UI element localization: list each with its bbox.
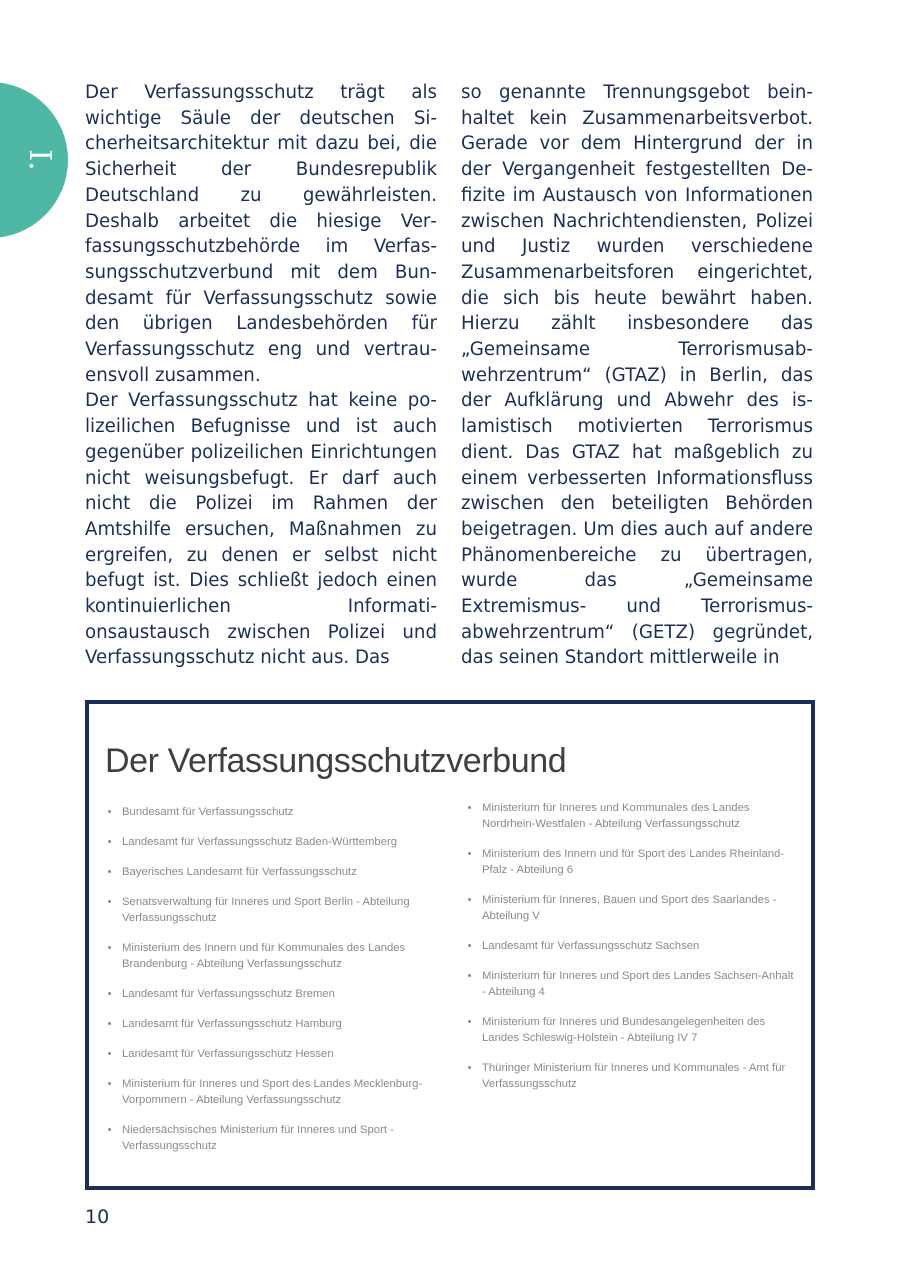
list-item: Ministerium des Innern und für Kommunales des Landes Brandenburg - Abteilung Verfassungsschutz: [105, 940, 455, 972]
infobox-title: Der Verfassungsschutzverbund: [105, 742, 567, 780]
list-item: Ministerium für Inneres und Sport des Landes Sachsen-Anhalt - Abteilung 4: [465, 968, 800, 1000]
list-item: Bayerisches Landesamt für Verfassungsschutz: [105, 864, 455, 880]
list-item: Landesamt für Verfassungsschutz Hamburg: [105, 1016, 455, 1032]
paragraph: Der Verfassungsschutz trägt als wichtige Säule der deutschen Sicherheitsarchitektur mit dazu bei, die Sicherheit der Bundesrepublik Deutschland zu gewährleisten. Deshalb arbeitet die hiesige Verfassungsschutzbehörde im Verfassungsschutzverbund mit dem Bundesamt für Verfassungsschutz sowie den übrigen Landesbehörden für Verfassungsschutz eng und vertrauensvoll zusammen.: [85, 82, 437, 386]
list-item: Bundesamt für Verfassungsschutz: [105, 804, 455, 820]
text-column-left: [85, 80, 437, 671]
body-text: [85, 80, 813, 671]
list-item: Landesamt für Verfassungsschutz Baden-Württemberg: [105, 834, 455, 850]
list-item: Ministerium des Innern und für Sport des Landes Rheinland-Pfalz - Abteilung 6: [465, 846, 800, 878]
page-number: 10: [85, 1206, 110, 1228]
authority-list-left: [105, 804, 455, 1168]
infobox-verfassungsschutzverbund: [85, 700, 815, 1190]
list-item: Ministerium für Inneres und Kommunales des Landes Nordrhein-Westfalen - Abteilung Verfassungsschutz: [465, 800, 800, 832]
list-item: Thüringer Ministerium für Inneres und Kommunales - Amt für Verfassungsschutz: [465, 1060, 800, 1092]
list-item: Ministerium für Inneres, Bauen und Sport des Saarlandes - Abteilung V: [465, 892, 800, 924]
paragraph: Der Verfassungsschutz hat keine polizeilichen Befugnisse und ist auch gegenüber polizeilichen Einrichtungen nicht weisungsbefugt. Er darf auch nicht die Polizei im Rahmen der Amtshilfe ersuchen, Maßnahmen zu ergreifen, zu denen er selbst nicht befugt ist. Dies schließt jedoch einen kontinuierlichen Informationsaustausch zwischen Polizei und Verfassungsschutz nicht aus. Das: [85, 390, 437, 669]
list-item: Niedersächsisches Ministerium für Inneres und Sport - Verfassungsschutz: [105, 1122, 455, 1154]
authority-list-right: [465, 800, 800, 1106]
chapter-numeral: I.: [22, 149, 58, 171]
list-item: Ministerium für Inneres und Bundesangelegenheiten des Landes Schleswig-Holstein - Abteilung IV 7: [465, 1014, 800, 1046]
list-item: Landesamt für Verfassungsschutz Sachsen: [465, 938, 800, 954]
paragraph: so genannte Trennungsgebot beinhaltet kein Zusammenarbeitsverbot. Gerade vor dem Hintergrund der in der Vergangenheit festgestellten Defizite im Austausch von Informationen zwischen Nachrichtendiensten, Polizei und Justiz wurden verschiedene Zusammenarbeitsforen eingerichtet, die sich bis heute bewährt haben. Hierzu zählt insbesondere das „Gemeinsame Terrorismusabwehrzentrum“ (GTAZ) in Berlin, das der Aufklärung und Abwehr des islamistisch motivierten Terrorismus dient. Das GTAZ hat maßgeblich zu einem verbesserten Informationsfluss zwischen den beteiligten Behörden beigetragen. Um dies auch auf andere Phänomenbereiche zu übertragen, wurde das „Gemeinsame Extremismus- und Terrorismusabwehrzentrum“ (GETZ) gegründet, das seinen Standort mittlerweile in: [461, 82, 813, 669]
text-column-right: [461, 80, 813, 671]
list-item: Landesamt für Verfassungsschutz Bremen: [105, 986, 455, 1002]
list-item: Ministerium für Inneres und Sport des Landes Mecklenburg-Vorpommern - Abteilung Verfassungsschutz: [105, 1076, 455, 1108]
list-item: Landesamt für Verfassungsschutz Hessen: [105, 1046, 455, 1062]
list-item: Senatsverwaltung für Inneres und Sport Berlin - Abteilung Verfassungsschutz: [105, 894, 455, 926]
